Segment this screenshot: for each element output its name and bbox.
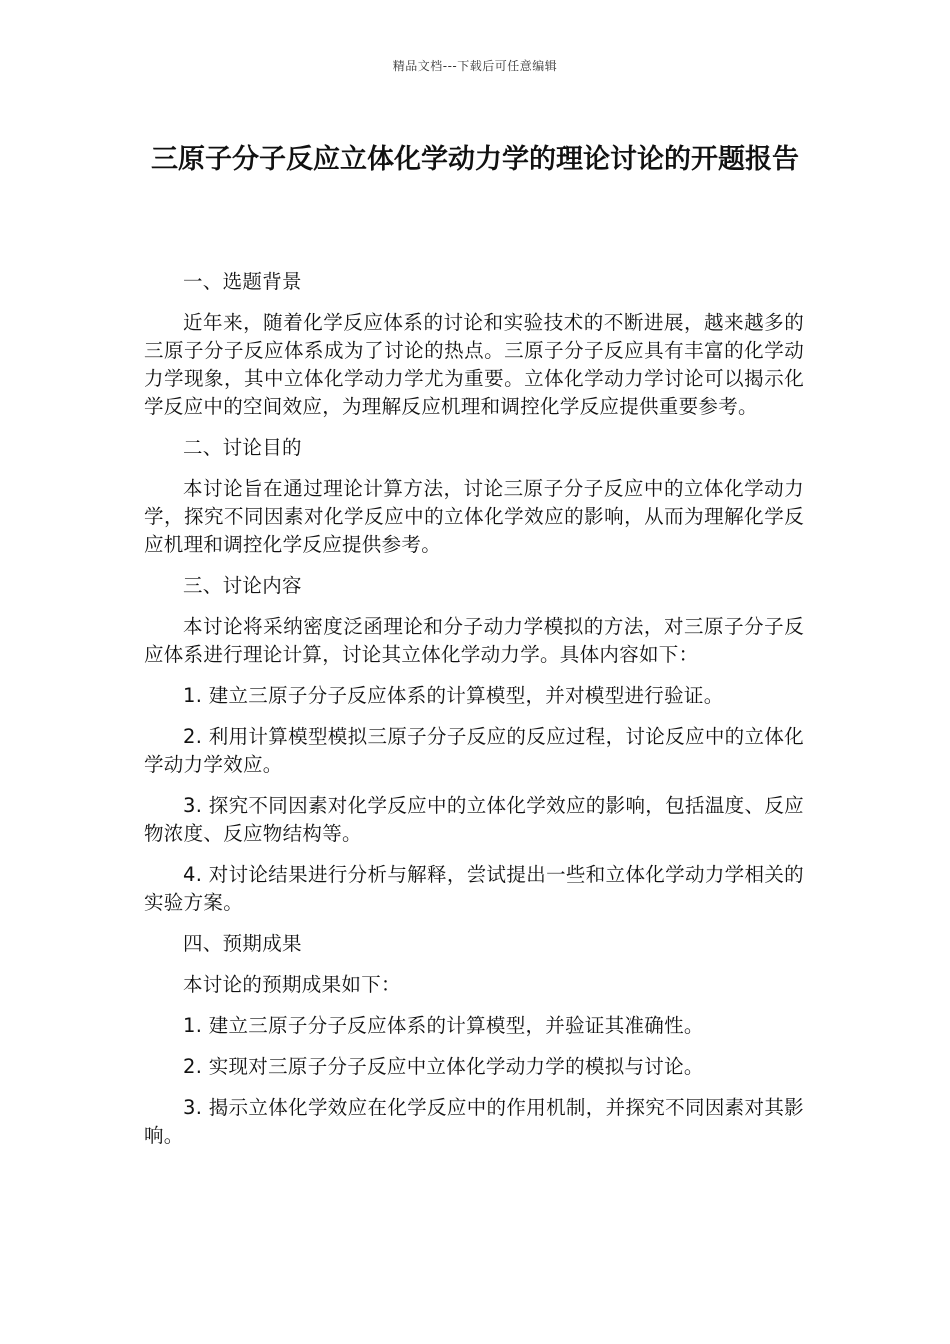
paragraph-outcomes-intro: 本讨论的预期成果如下： bbox=[183, 973, 401, 996]
section-heading-purpose: 二、讨论目的 bbox=[183, 436, 302, 459]
list-item: 4. 对讨论结果进行分析与解释，尝试提出一些和立体化学动力学相关的实验方案。 bbox=[144, 863, 804, 914]
section-heading-background: 一、选题背景 bbox=[183, 270, 302, 293]
section-heading-outcomes: 四、预期成果 bbox=[183, 932, 302, 955]
section-heading-content: 三、讨论内容 bbox=[183, 574, 302, 597]
header-note: 精品文档---下载后可任意编辑 bbox=[392, 59, 558, 73]
list-item: 2. 实现对三原子分子反应中立体化学动力学的模拟与讨论。 bbox=[183, 1055, 704, 1078]
list-item: 1. 建立三原子分子反应体系的计算模型，并对模型进行验证。 bbox=[183, 684, 724, 707]
paragraph-background: 近年来，随着化学反应体系的讨论和实验技术的不断进展，越来越多的三原子分子反应体系成为了讨论的热点。三原子分子反应具有丰富的化学动力学现象，其中立体化学动力学尤为重要。立体化学动力学讨论可以揭示化学反应中的空间效应，为理解反应机理和调控化学反应提供重要参考。 bbox=[144, 311, 804, 418]
list-item: 3. 探究不同因素对化学反应中的立体化学效应的影响，包括温度、反应物浓度、反应物结构等。 bbox=[144, 794, 804, 845]
paragraph-purpose: 本讨论旨在通过理论计算方法，讨论三原子分子反应中的立体化学动力学，探究不同因素对化学反应中的立体化学效应的影响，从而为理解化学反应机理和调控化学反应提供参考。 bbox=[144, 477, 804, 556]
list-item: 1. 建立三原子分子反应体系的计算模型，并验证其准确性。 bbox=[183, 1014, 704, 1037]
paragraph-content-intro: 本讨论将采纳密度泛函理论和分子动力学模拟的方法，对三原子分子反应体系进行理论计算，讨论其立体化学动力学。具体内容如下： bbox=[144, 615, 804, 666]
list-item: 3. 揭示立体化学效应在化学反应中的作用机制，并探究不同因素对其影响。 bbox=[144, 1096, 804, 1147]
document-body bbox=[144, 268, 804, 1163]
list-item: 2. 利用计算模型模拟三原子分子反应的反应过程，讨论反应中的立体化学动力学效应。 bbox=[144, 725, 804, 776]
document-title: 三原子分子反应立体化学动力学的理论讨论的开题报告 bbox=[151, 144, 799, 175]
